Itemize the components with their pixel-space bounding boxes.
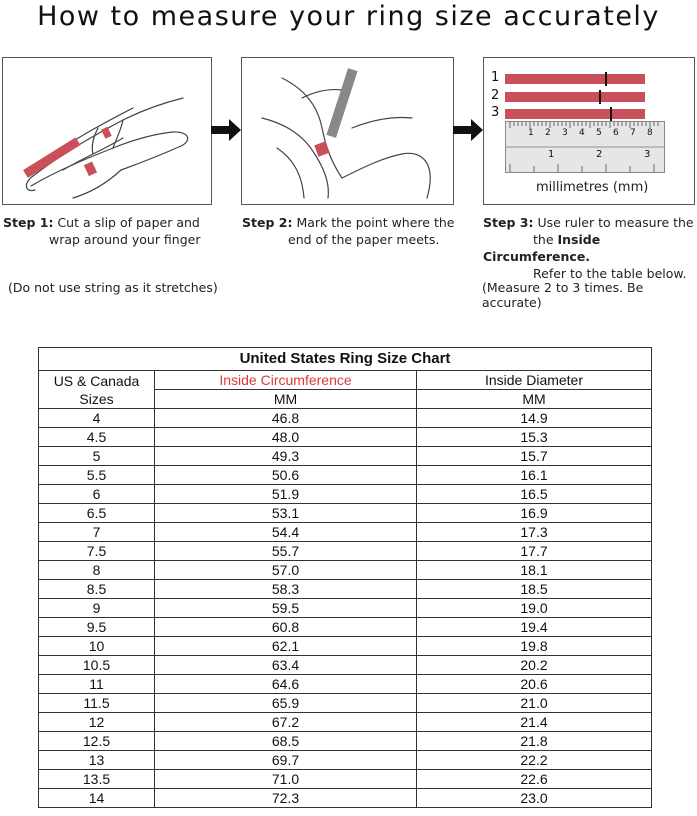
cell-diam: 14.9 bbox=[417, 409, 652, 428]
cell-circ: 71.0 bbox=[155, 770, 417, 789]
cell-diam: 19.0 bbox=[417, 599, 652, 618]
cell-diam: 15.7 bbox=[417, 447, 652, 466]
step3-text bbox=[483, 214, 697, 282]
cell-circ: 64.6 bbox=[155, 675, 417, 694]
cell-circ: 53.1 bbox=[155, 504, 417, 523]
step3-line2-pre: the bbox=[533, 232, 554, 247]
cell-size: 5 bbox=[39, 447, 155, 466]
hand-wrap-icon bbox=[3, 58, 211, 204]
table-row bbox=[39, 561, 652, 580]
col-header-diameter: Inside Diameter bbox=[417, 371, 652, 390]
cell-diam: 22.6 bbox=[417, 770, 652, 789]
cell-size: 13.5 bbox=[39, 770, 155, 789]
table-row bbox=[39, 751, 652, 770]
cell-circ: 51.9 bbox=[155, 485, 417, 504]
table-row bbox=[39, 618, 652, 637]
paper-strip bbox=[505, 74, 645, 84]
ring-size-table bbox=[38, 347, 652, 808]
cell-circ: 63.4 bbox=[155, 656, 417, 675]
ruler-tick: 5 bbox=[596, 128, 602, 138]
cell-diam: 20.6 bbox=[417, 675, 652, 694]
ruler-tick: 1 bbox=[548, 149, 555, 160]
unit-diameter: MM bbox=[417, 390, 652, 409]
cell-circ: 62.1 bbox=[155, 637, 417, 656]
cell-size: 11 bbox=[39, 675, 155, 694]
cell-size: 4.5 bbox=[39, 428, 155, 447]
cell-diam: 19.4 bbox=[417, 618, 652, 637]
cell-circ: 48.0 bbox=[155, 428, 417, 447]
table-row bbox=[39, 713, 652, 732]
table-row bbox=[39, 789, 652, 808]
cell-diam: 18.5 bbox=[417, 580, 652, 599]
step3-note: (Measure 2 to 3 times. Be accurate) bbox=[482, 280, 644, 310]
cell-size: 10 bbox=[39, 637, 155, 656]
table-row bbox=[39, 770, 652, 789]
table-row bbox=[39, 656, 652, 675]
cell-circ: 57.0 bbox=[155, 561, 417, 580]
ruler-unit-label: millimetres (mm) bbox=[536, 180, 649, 195]
cell-circ: 65.9 bbox=[155, 694, 417, 713]
cell-size: 14 bbox=[39, 789, 155, 808]
ruler-tick: 3 bbox=[562, 128, 568, 138]
cell-size: 9 bbox=[39, 599, 155, 618]
cell-diam: 19.8 bbox=[417, 637, 652, 656]
cell-diam: 16.9 bbox=[417, 504, 652, 523]
cell-size: 11.5 bbox=[39, 694, 155, 713]
ruler-tick: 6 bbox=[613, 128, 619, 138]
cell-circ: 60.8 bbox=[155, 618, 417, 637]
ruler-tick: 2 bbox=[545, 128, 551, 138]
unit-circumference: MM bbox=[155, 390, 417, 409]
strip-number: 1 bbox=[491, 70, 500, 85]
ruler-tick: 7 bbox=[630, 128, 636, 138]
cell-diam: 23.0 bbox=[417, 789, 652, 808]
table-row bbox=[39, 409, 652, 428]
cell-size: 9.5 bbox=[39, 618, 155, 637]
ruler-tick: 3 bbox=[644, 149, 651, 160]
table-row bbox=[39, 732, 652, 751]
step3-line3: Refer to the table below. bbox=[533, 266, 687, 281]
step2-text bbox=[242, 214, 472, 248]
cell-circ: 69.7 bbox=[155, 751, 417, 770]
ruler-tick: 4 bbox=[579, 128, 585, 138]
cell-diam: 21.8 bbox=[417, 732, 652, 751]
cell-circ: 55.7 bbox=[155, 542, 417, 561]
ruler-tick: 1 bbox=[528, 128, 534, 138]
cell-diam: 18.1 bbox=[417, 561, 652, 580]
table-row bbox=[39, 637, 652, 656]
step1-line1: Cut a slip of paper and bbox=[57, 215, 200, 230]
cell-diam: 16.1 bbox=[417, 466, 652, 485]
strip-number: 3 bbox=[491, 105, 500, 120]
page-title: How to measure your ring size accurately bbox=[37, 1, 660, 32]
cell-diam: 22.2 bbox=[417, 751, 652, 770]
table-row bbox=[39, 599, 652, 618]
cell-size: 12 bbox=[39, 713, 155, 732]
cell-diam: 15.3 bbox=[417, 428, 652, 447]
cell-circ: 58.3 bbox=[155, 580, 417, 599]
cell-size: 8 bbox=[39, 561, 155, 580]
paper-strip bbox=[505, 92, 645, 102]
step2-line2: end of the paper meets. bbox=[288, 232, 440, 247]
table-row bbox=[39, 694, 652, 713]
strip-number: 2 bbox=[491, 88, 500, 103]
step2-label: Step 2: bbox=[242, 215, 293, 230]
cell-circ: 50.6 bbox=[155, 466, 417, 485]
ruler-tick: 2 bbox=[596, 149, 603, 160]
cell-circ: 49.3 bbox=[155, 447, 417, 466]
col-header-size: US & Canada Sizes bbox=[39, 371, 155, 409]
cell-size: 6.5 bbox=[39, 504, 155, 523]
step1-line2: wrap around your finger bbox=[49, 232, 201, 247]
ruler-tick: 8 bbox=[647, 128, 653, 138]
step2-line1: Mark the point where the bbox=[296, 215, 455, 230]
table-row bbox=[39, 428, 652, 447]
cell-size: 8.5 bbox=[39, 580, 155, 599]
cell-circ: 67.2 bbox=[155, 713, 417, 732]
cell-circ: 46.8 bbox=[155, 409, 417, 428]
table-row bbox=[39, 580, 652, 599]
table-row bbox=[39, 485, 652, 504]
table-row bbox=[39, 675, 652, 694]
pen-mark-icon bbox=[242, 58, 453, 204]
cell-diam: 17.7 bbox=[417, 542, 652, 561]
cell-diam: 16.5 bbox=[417, 485, 652, 504]
chart-title: United States Ring Size Chart bbox=[39, 348, 652, 371]
step1-illustration bbox=[2, 57, 212, 205]
cell-circ: 68.5 bbox=[155, 732, 417, 751]
step3-line2-bold: Inside Circumference. bbox=[483, 232, 601, 264]
cell-circ: 54.4 bbox=[155, 523, 417, 542]
table-row bbox=[39, 447, 652, 466]
step1-text bbox=[3, 214, 233, 248]
cell-diam: 21.4 bbox=[417, 713, 652, 732]
cell-size: 10.5 bbox=[39, 656, 155, 675]
cell-diam: 17.3 bbox=[417, 523, 652, 542]
cell-size: 7 bbox=[39, 523, 155, 542]
cell-size: 5.5 bbox=[39, 466, 155, 485]
cell-size: 7.5 bbox=[39, 542, 155, 561]
step1-label: Step 1: bbox=[3, 215, 54, 230]
arrow-right-icon bbox=[453, 119, 483, 141]
col-header-circumference: Inside Circumference bbox=[155, 371, 417, 390]
arrow-right-icon bbox=[211, 119, 241, 141]
cell-size: 6 bbox=[39, 485, 155, 504]
cell-diam: 21.0 bbox=[417, 694, 652, 713]
table-row bbox=[39, 504, 652, 523]
paper-strip bbox=[505, 109, 645, 119]
cell-circ: 72.3 bbox=[155, 789, 417, 808]
table-row bbox=[39, 523, 652, 542]
step1-note: (Do not use string as it stretches) bbox=[8, 280, 218, 295]
ruler bbox=[505, 121, 665, 173]
table-row bbox=[39, 542, 652, 561]
cell-circ: 59.5 bbox=[155, 599, 417, 618]
cell-size: 12.5 bbox=[39, 732, 155, 751]
step3-line1: Use ruler to measure the bbox=[537, 215, 694, 230]
table-row bbox=[39, 466, 652, 485]
cell-diam: 20.2 bbox=[417, 656, 652, 675]
cell-size: 13 bbox=[39, 751, 155, 770]
step3-label: Step 3: bbox=[483, 215, 534, 230]
cell-size: 4 bbox=[39, 409, 155, 428]
step2-illustration bbox=[241, 57, 454, 205]
